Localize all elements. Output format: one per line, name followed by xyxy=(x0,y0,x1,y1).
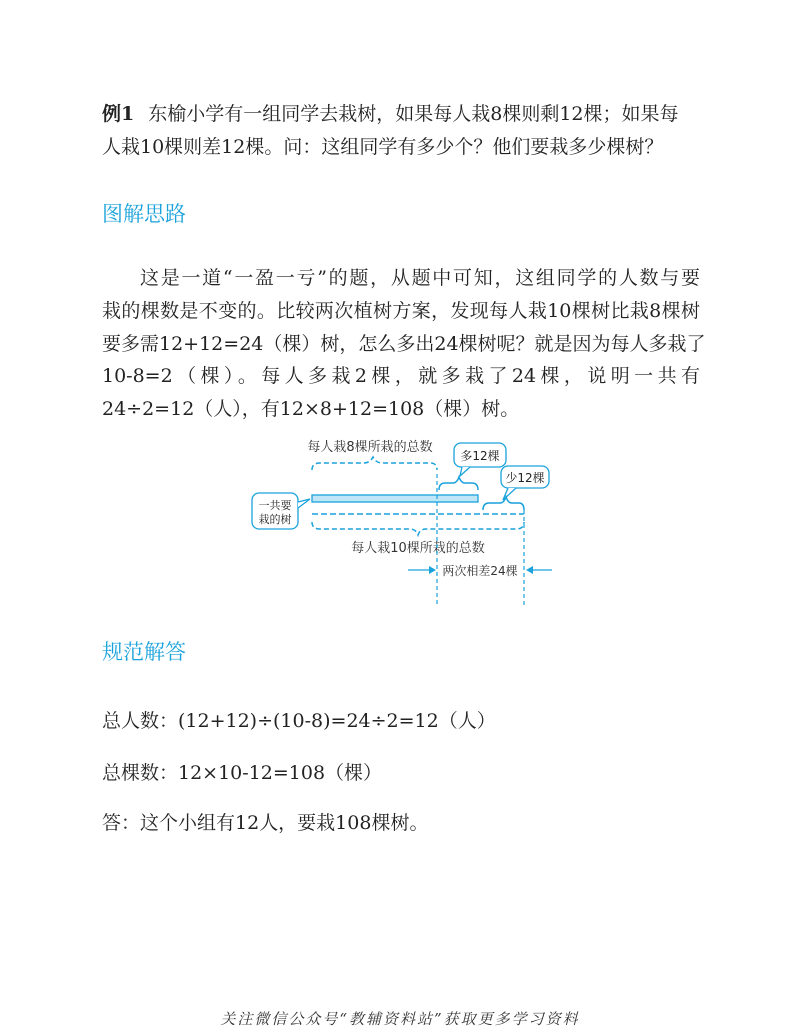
label-ten-per-person: 每人栽10棵所栽的总数 xyxy=(351,541,485,556)
thinking-line-5: 24÷2=12（人），有12×8+12=108（棵）树。 xyxy=(102,398,520,420)
thinking-line-1: 这是一道“一盈一亏”的题，从题中可知，这组同学的人数与要 xyxy=(140,267,700,289)
label-surplus: 多12棵 xyxy=(460,449,500,463)
answer-line-trees: 总棵数：12×10-12=108（棵） xyxy=(102,762,383,784)
bar-total-trees xyxy=(312,495,478,502)
bubble-total-tail xyxy=(298,499,310,508)
thinking-line-3: 要多需12+12=24（棵）树，怎么多出24棵树呢？就是因为每人多栽了 xyxy=(102,333,706,355)
brace-eight-per-person xyxy=(312,457,437,470)
label-total-1: 一共要 xyxy=(258,499,292,512)
arrow-right-head xyxy=(526,566,533,574)
section-heading-answer: 规范解答 xyxy=(102,640,186,664)
thinking-line-4: 10-8=2（棵）。每人多栽2棵，就多栽了24棵，说明一共有 xyxy=(102,365,700,387)
label-total-2: 栽的树 xyxy=(258,513,292,526)
problem-line-1 xyxy=(102,99,679,126)
problem-text-1: 东榆小学有一组同学去栽树，如果每人栽8棵则剩12棵；如果每 xyxy=(148,103,679,125)
line-segment-diagram xyxy=(240,430,560,610)
label-eight-per-person: 每人栽8棵所栽的总数 xyxy=(307,440,433,455)
label-shortage: 少12棵 xyxy=(505,471,545,485)
brace-ten-per-person xyxy=(312,522,524,535)
answer-line-conclusion: 答：这个小组有12人，要栽108棵树。 xyxy=(102,812,429,834)
thinking-line-2: 栽的棵数是不变的。比较两次植树方案，发现每人栽10棵树比栽8棵树 xyxy=(102,300,700,322)
answer-line-people: 总人数：(12+12)÷(10-8)=24÷2=12（人） xyxy=(102,710,496,732)
problem-label: 例1 xyxy=(102,103,135,125)
problem-line-2: 人栽10棵则差12棵。问：这组同学有多少个？他们要栽多少棵树？ xyxy=(102,136,664,158)
footer-note: 关注微信公众号“教辅资料站”获取更多学习资料 xyxy=(220,1010,580,1028)
arrow-left-head xyxy=(429,566,436,574)
label-difference: 两次相差24棵 xyxy=(442,564,518,578)
brace-surplus xyxy=(439,477,478,490)
bubble-surplus-tail xyxy=(460,467,470,476)
section-heading-thinking: 图解思路 xyxy=(102,202,186,226)
